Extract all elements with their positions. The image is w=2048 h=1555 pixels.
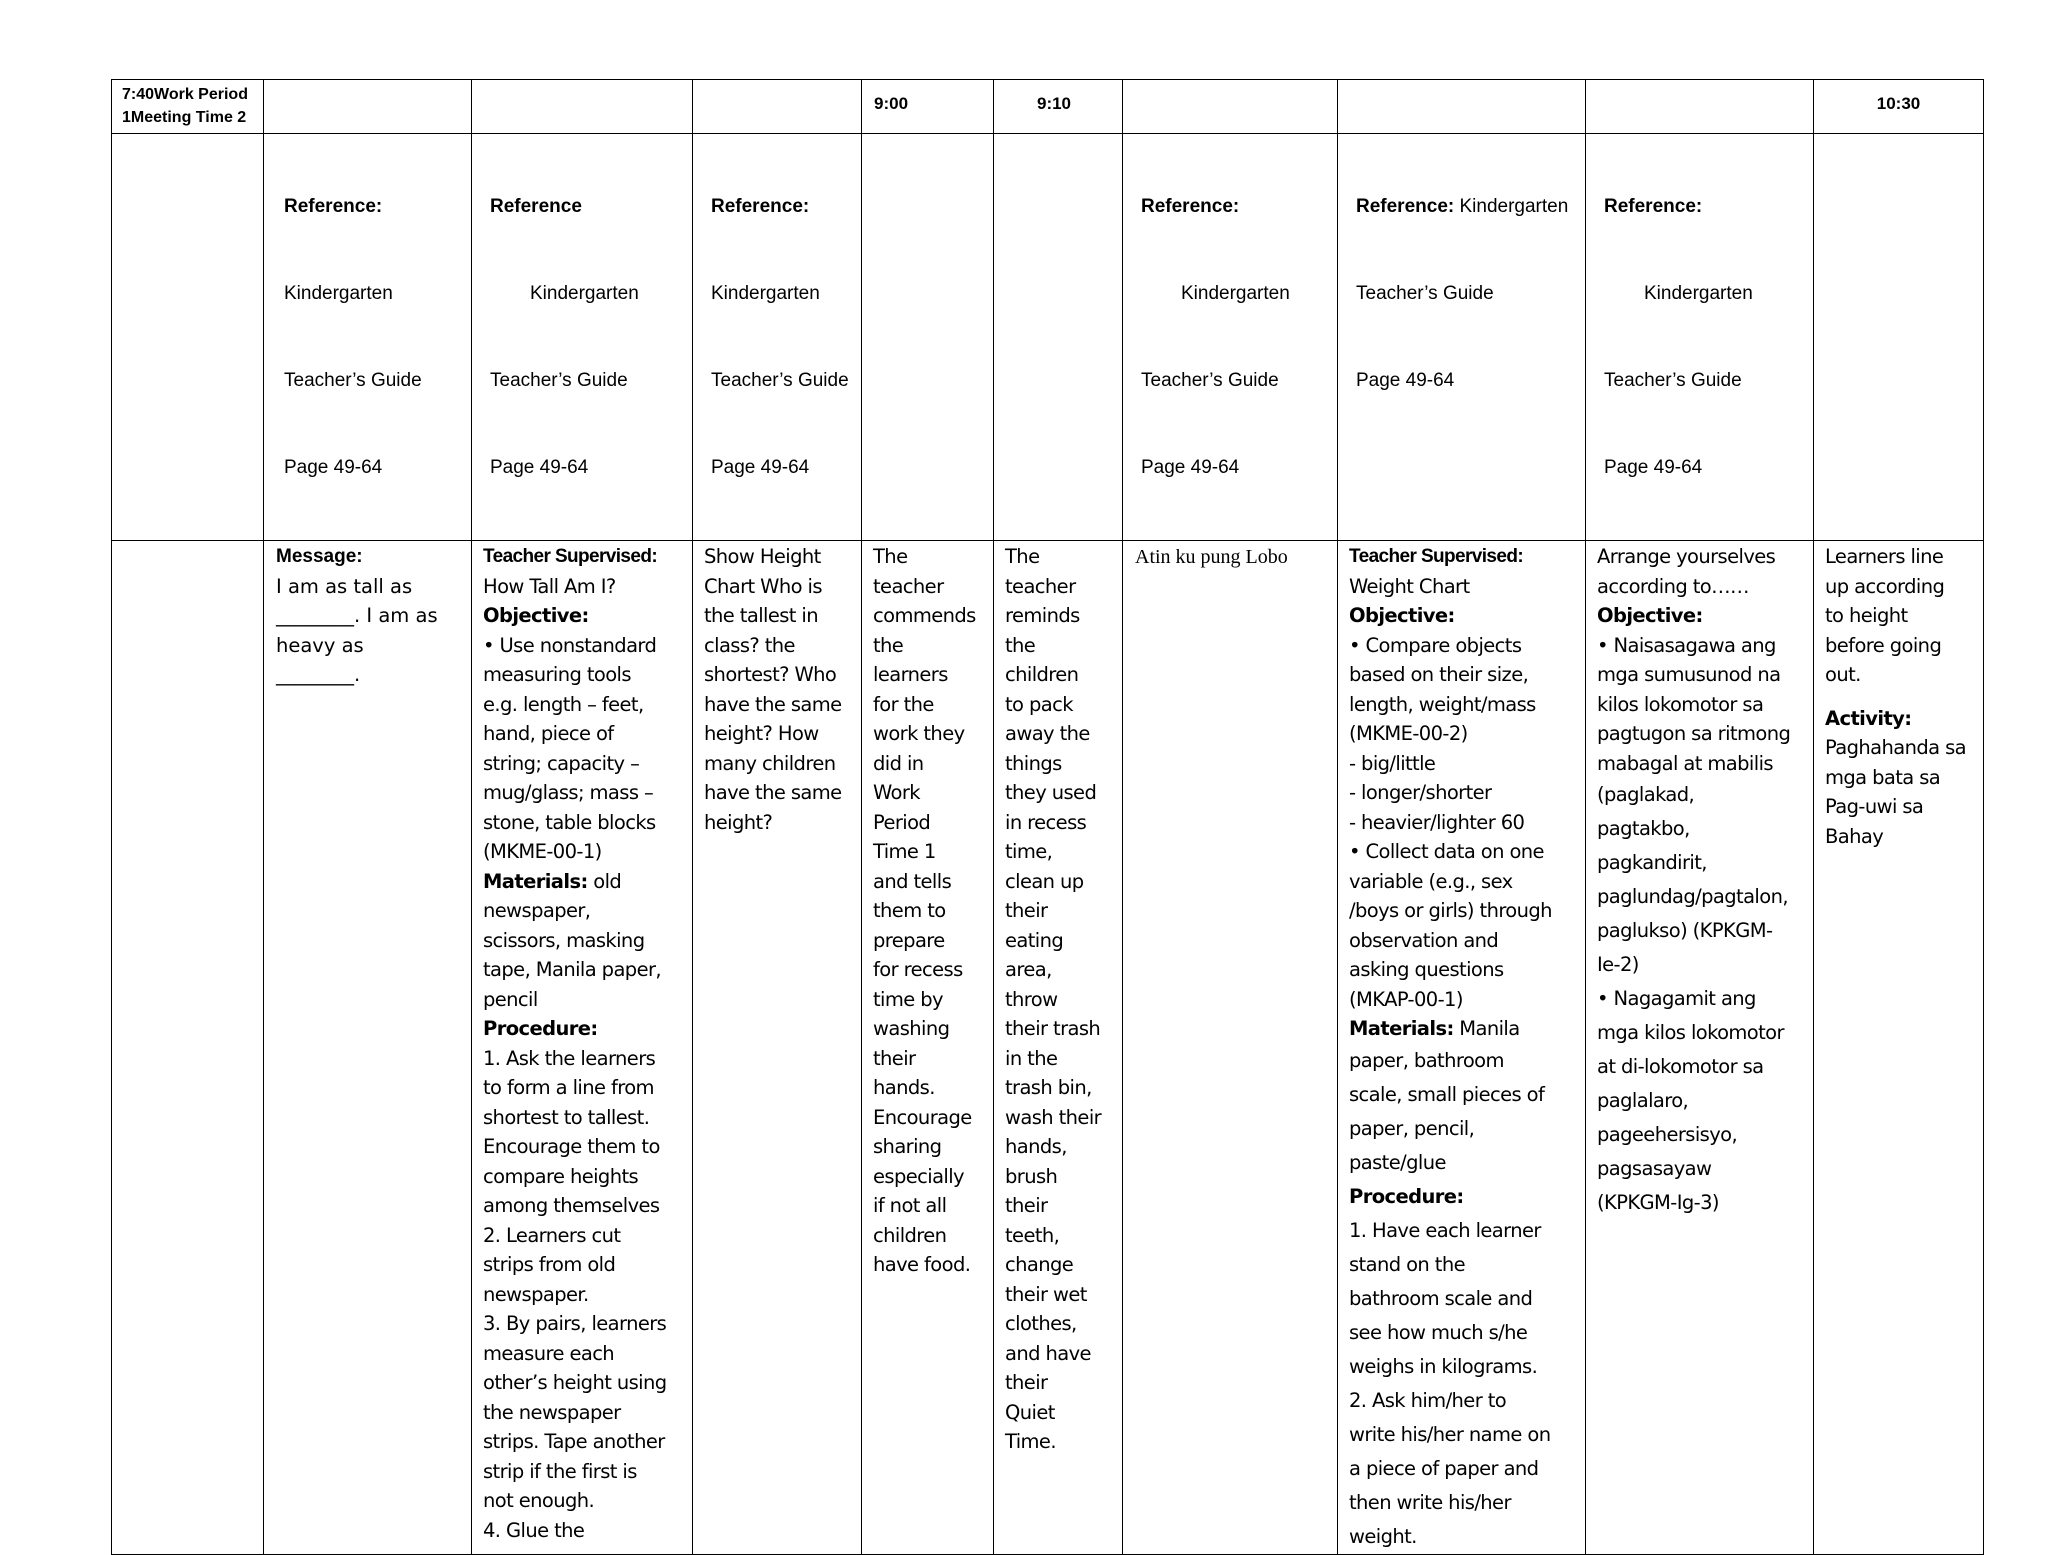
reference-row	[112, 134, 1984, 541]
text-line: work they	[873, 722, 965, 745]
text-line: things	[1005, 751, 1062, 775]
text-line: (MKAP-00-1)	[1349, 987, 1463, 1011]
reference-label: Reference	[490, 196, 582, 217]
text-line: among themselves	[483, 1194, 660, 1217]
text-line: Arrange yourselves	[1597, 545, 1776, 568]
reference-cell-empty	[994, 134, 1123, 541]
text-line: did in	[873, 751, 924, 775]
reference-line: Kindergarten	[1644, 283, 1753, 304]
text-line: paste/glue	[1349, 1150, 1446, 1174]
time-cell-empty	[472, 80, 693, 134]
text-line: to height	[1825, 604, 1908, 627]
text-line: paper, pencil,	[1349, 1116, 1475, 1140]
activity-cell-empty	[112, 541, 264, 1555]
text-line: hands.	[873, 1076, 935, 1099]
text-line: pageehersisyo,	[1597, 1123, 1738, 1146]
reference-label: Reference:	[1141, 196, 1240, 217]
text-line: measuring tools	[483, 663, 631, 686]
text-line: compare heights	[483, 1164, 639, 1188]
reference-cell-col3	[472, 134, 693, 541]
text-line: newspaper,	[483, 899, 591, 922]
text-line: up according	[1825, 574, 1945, 598]
text-line: • Collect data on one	[1349, 840, 1544, 863]
story-cell	[1123, 541, 1338, 1555]
text-line: • Compare objects	[1349, 633, 1522, 657]
text-line: and have	[1005, 1341, 1091, 1365]
text-line: out.	[1825, 663, 1861, 686]
text-line: weight.	[1349, 1524, 1417, 1548]
spacer	[1825, 690, 1977, 704]
quiet-time-cell	[994, 541, 1123, 1555]
reference-line: Page 49-64	[1604, 457, 1703, 478]
text-line: - heavier/lighter 60	[1349, 810, 1525, 834]
text-line: wash their	[1005, 1105, 1102, 1129]
text-line: teacher	[873, 574, 944, 598]
reference-line: Teacher’s Guide	[284, 370, 422, 391]
text-line: asking questions	[1349, 958, 1504, 981]
text-line: Materials: old	[483, 869, 622, 893]
text-line: Time 1	[873, 840, 936, 863]
time-cell-empty	[1123, 80, 1338, 134]
text-line: they used	[1005, 781, 1097, 804]
time-cell-empty	[693, 80, 862, 134]
text-line: time by	[873, 987, 943, 1011]
text-line: 3. By pairs, learners	[483, 1312, 667, 1335]
text-line: • Nagagamit ang	[1597, 987, 1756, 1010]
text-line: pagsasayaw	[1597, 1157, 1712, 1180]
text-line: Encourage them to	[483, 1135, 660, 1158]
period-cell	[112, 80, 264, 134]
text-line: mabagal at mabilis	[1597, 751, 1773, 775]
text-line: scale, small pieces of	[1349, 1082, 1545, 1106]
arrange-yourselves-cell	[1586, 541, 1814, 1555]
text-line: hands,	[1005, 1135, 1067, 1158]
text-line: 4. Glue the	[483, 1518, 585, 1542]
reference-line: Teacher’s Guide	[1356, 283, 1494, 304]
text-line: them to	[873, 899, 946, 922]
text-line: Bahay	[1825, 824, 1884, 848]
text-line: Show Height	[704, 545, 821, 568]
text-line: Pag-uwi sa	[1825, 795, 1924, 818]
text-line: their wet	[1005, 1282, 1087, 1306]
text-line: 2. Learners cut	[483, 1223, 621, 1247]
text-line: at di-lokomotor sa	[1597, 1055, 1764, 1078]
text-line: other’s height using	[483, 1371, 667, 1394]
text-line: commends	[873, 604, 976, 627]
text-line: string; capacity –	[483, 751, 640, 775]
text-line: (MKME-00-1)	[483, 840, 602, 863]
reference-line: Page 49-64	[490, 457, 589, 478]
text-line: away the	[1005, 722, 1090, 745]
reference-cell-empty	[1814, 134, 1984, 541]
lesson-plan-table	[111, 79, 1984, 1555]
recess-prep-cell	[862, 541, 994, 1555]
text-line: Objective:	[1349, 604, 1455, 627]
text-line: shortest to tallest.	[483, 1105, 650, 1129]
text-line: - big/little	[1349, 751, 1436, 775]
text-line: children	[873, 1223, 947, 1247]
text-line: 2. Ask him/her to	[1349, 1388, 1507, 1412]
text-line: Procedure:	[1349, 1184, 1464, 1208]
text-line: if not all	[873, 1194, 947, 1217]
message-label: Message:	[276, 546, 363, 567]
text-line: their trash	[1005, 1017, 1101, 1040]
text-line: mga kilos lokomotor	[1597, 1021, 1784, 1044]
text-line: mug/glass; mass –	[483, 781, 654, 804]
text-line: (MKME-00-2)	[1349, 722, 1468, 745]
reference-line: Kindergarten	[284, 283, 393, 304]
text-line: trash bin,	[1005, 1076, 1092, 1099]
reference-cell-col9	[1586, 134, 1814, 541]
text-line: How Tall Am I?	[483, 574, 616, 598]
text-line: the	[1005, 633, 1036, 657]
text-line: learners	[873, 663, 948, 686]
reference-cell-col8	[1338, 134, 1586, 541]
text-line: based on their size,	[1349, 663, 1529, 686]
time-cell-empty	[1338, 80, 1586, 134]
text-line: height?	[704, 810, 773, 834]
text-line: e.g. length – feet,	[483, 692, 644, 716]
text-line: mga sumusunod na	[1597, 663, 1781, 686]
text-line: stone, table blocks	[483, 810, 656, 834]
text-line: for the	[873, 692, 934, 716]
text-line: Learners line	[1825, 545, 1944, 568]
text-line: height? How	[704, 722, 819, 745]
text-line: Encourage	[873, 1105, 972, 1129]
text-line: measure each	[483, 1341, 615, 1365]
text-line: class? the	[704, 633, 795, 657]
text-line: their	[1005, 1194, 1048, 1217]
text-line: then write his/her	[1349, 1490, 1511, 1514]
story-title: Atin ku pung Lobo	[1135, 546, 1288, 568]
reference-cell-empty	[112, 134, 264, 541]
text-line: and tells	[873, 869, 952, 893]
reference-line: Page 49-64	[284, 457, 383, 478]
text-line: especially	[873, 1164, 964, 1188]
reference-label: Reference:	[284, 196, 383, 217]
text-line: to form a line from	[483, 1076, 654, 1099]
message-line: ________. I am as	[276, 604, 438, 627]
text-line: 1. Have each learner	[1349, 1218, 1541, 1242]
text-line: - longer/shorter	[1349, 781, 1492, 804]
message-line: heavy as	[276, 633, 364, 657]
text-line: variable (e.g., sex	[1349, 869, 1513, 893]
reference-cell-col7	[1123, 134, 1338, 541]
text-line: teacher	[1005, 574, 1076, 598]
text-line: strip if the first is	[483, 1459, 637, 1483]
time-cell-10-30: 10:30	[1814, 80, 1984, 134]
text-line: the newspaper	[483, 1400, 621, 1424]
text-line: to pack	[1005, 692, 1073, 716]
text-line: teeth,	[1005, 1223, 1060, 1247]
text-line: have the same	[704, 692, 842, 716]
text-line: paglalaro,	[1597, 1089, 1689, 1112]
message-cell	[264, 541, 472, 1555]
text-line: washing	[873, 1017, 950, 1040]
time-cell-9-00: 9:00	[862, 80, 994, 134]
text-line: The	[1005, 545, 1040, 568]
text-line: in the	[1005, 1046, 1058, 1070]
text-line: newspaper.	[483, 1282, 589, 1306]
height-chart-cell	[693, 541, 862, 1555]
text-line: Procedure:	[483, 1017, 598, 1040]
text-line: Objective:	[483, 604, 589, 627]
text-line: strips. Tape another	[483, 1430, 665, 1453]
text-line: clothes,	[1005, 1312, 1077, 1335]
text-line: kilos lokomotor sa	[1597, 692, 1764, 716]
reference-label: Reference:	[1604, 196, 1703, 217]
reference-label: Reference:	[711, 196, 810, 217]
text-line: pagtakbo,	[1597, 817, 1690, 840]
text-line: paglundag/pagtalon,	[1597, 885, 1788, 908]
text-line: their	[873, 1046, 916, 1070]
text-line: strips from old	[483, 1253, 616, 1276]
text-line: prepare	[873, 928, 945, 952]
reference-line: Kindergarten	[1181, 283, 1290, 304]
text-line: write his/her name on	[1349, 1422, 1551, 1446]
text-line: observation and	[1349, 928, 1499, 952]
reference-cell-col4	[693, 134, 862, 541]
text-line: Time.	[1005, 1430, 1056, 1453]
text-line: not enough.	[483, 1489, 595, 1512]
text-line: Materials: Manila	[1349, 1017, 1520, 1040]
time-header-row	[112, 80, 1984, 134]
text-line: change	[1005, 1253, 1074, 1276]
message-line: ________.	[276, 663, 361, 686]
reference-line: Kindergarten	[1454, 196, 1569, 217]
text-line: many children	[704, 751, 836, 775]
time-cell-empty	[264, 80, 472, 134]
text-line: time,	[1005, 840, 1053, 863]
text-line: scissors, masking	[483, 928, 645, 952]
text-line: (KPKGM-Ig-3)	[1597, 1191, 1719, 1214]
weight-chart-cell	[1338, 541, 1586, 1555]
reference-label: Reference:	[1356, 196, 1455, 217]
text-line: have food.	[873, 1253, 971, 1276]
text-line: Paghahanda sa	[1825, 736, 1967, 759]
text-line: pagtugon sa ritmong	[1597, 722, 1791, 745]
text-line: /boys or girls) through	[1349, 899, 1552, 922]
text-line: mga bata sa	[1825, 765, 1941, 789]
reference-line: Kindergarten	[530, 283, 639, 304]
text-line: the tallest in	[704, 604, 819, 627]
text-line: hand, piece of	[483, 722, 614, 745]
text-line: a piece of paper and	[1349, 1456, 1539, 1480]
text-line: (paglakad,	[1597, 783, 1695, 806]
text-line: Ie-2)	[1597, 953, 1639, 976]
reference-line: Teacher’s Guide	[1141, 370, 1279, 391]
text-line: the	[873, 633, 904, 657]
text-line: clean up	[1005, 869, 1084, 893]
text-line: paglukso) (KPKGM-	[1597, 919, 1773, 942]
text-line: tape, Manila paper,	[483, 958, 662, 981]
teacher-supervised-label: Teacher Supervised:	[1349, 546, 1524, 567]
text-line: eating	[1005, 928, 1064, 952]
text-line: Objective:	[1597, 604, 1703, 627]
time-cell-9-10: 9:10	[994, 80, 1123, 134]
text-line: in recess	[1005, 810, 1087, 834]
text-line: stand on the	[1349, 1252, 1465, 1276]
text-line: have the same	[704, 781, 842, 804]
period-line-2: 1Meeting Time 2	[122, 109, 247, 126]
text-line: length, weight/mass	[1349, 692, 1536, 716]
text-line: bathroom scale and	[1349, 1286, 1533, 1310]
text-line: sharing	[873, 1135, 942, 1158]
text-line: paper, bathroom	[1349, 1048, 1504, 1072]
activity-label: Activity:	[1825, 706, 1912, 730]
text-line: • Use nonstandard	[483, 633, 657, 657]
dismissal-cell	[1814, 541, 1984, 1555]
text-line: reminds	[1005, 604, 1080, 627]
reference-line: Page 49-64	[1356, 370, 1455, 391]
text-line: brush	[1005, 1164, 1058, 1188]
period-line-1: 7:40Work Period	[122, 86, 248, 103]
text-line: according to……	[1597, 574, 1749, 598]
reference-line: Page 49-64	[711, 457, 810, 478]
text-line: children	[1005, 663, 1079, 686]
text-line: throw	[1005, 987, 1058, 1011]
text-line: area,	[1005, 958, 1052, 981]
message-line: I am as tall as	[276, 574, 413, 598]
activity-row	[112, 541, 1984, 1555]
reference-cell-col2	[264, 134, 472, 541]
text-line: shortest? Who	[704, 663, 837, 686]
text-line: Period	[873, 810, 931, 834]
text-line: their	[1005, 1371, 1048, 1394]
text-line: Weight Chart	[1349, 574, 1470, 598]
text-line: weighs in kilograms.	[1349, 1354, 1538, 1378]
text-line: their	[1005, 899, 1048, 922]
how-tall-am-i-cell	[472, 541, 693, 1555]
text-line: before going	[1825, 633, 1942, 657]
text-line: Work	[873, 781, 920, 804]
text-line: Quiet	[1005, 1400, 1055, 1424]
reference-cell-empty	[862, 134, 994, 541]
text-line: pencil	[483, 987, 538, 1011]
text-line: • Naisasagawa ang	[1597, 633, 1776, 657]
text-line: pagkandirit,	[1597, 851, 1707, 874]
reference-line: Teacher’s Guide	[1604, 370, 1742, 391]
text-line: see how much s/he	[1349, 1320, 1528, 1344]
reference-line: Page 49-64	[1141, 457, 1240, 478]
reference-line: Teacher’s Guide	[711, 370, 849, 391]
text-line: for recess	[873, 958, 963, 981]
text-line: The	[873, 545, 908, 568]
teacher-supervised-label: Teacher Supervised:	[483, 546, 658, 567]
time-cell-empty	[1586, 80, 1814, 134]
reference-line: Teacher’s Guide	[490, 370, 628, 391]
text-line: 1. Ask the learners	[483, 1046, 656, 1070]
text-line: Chart Who is	[704, 574, 822, 598]
reference-line: Kindergarten	[711, 283, 820, 304]
